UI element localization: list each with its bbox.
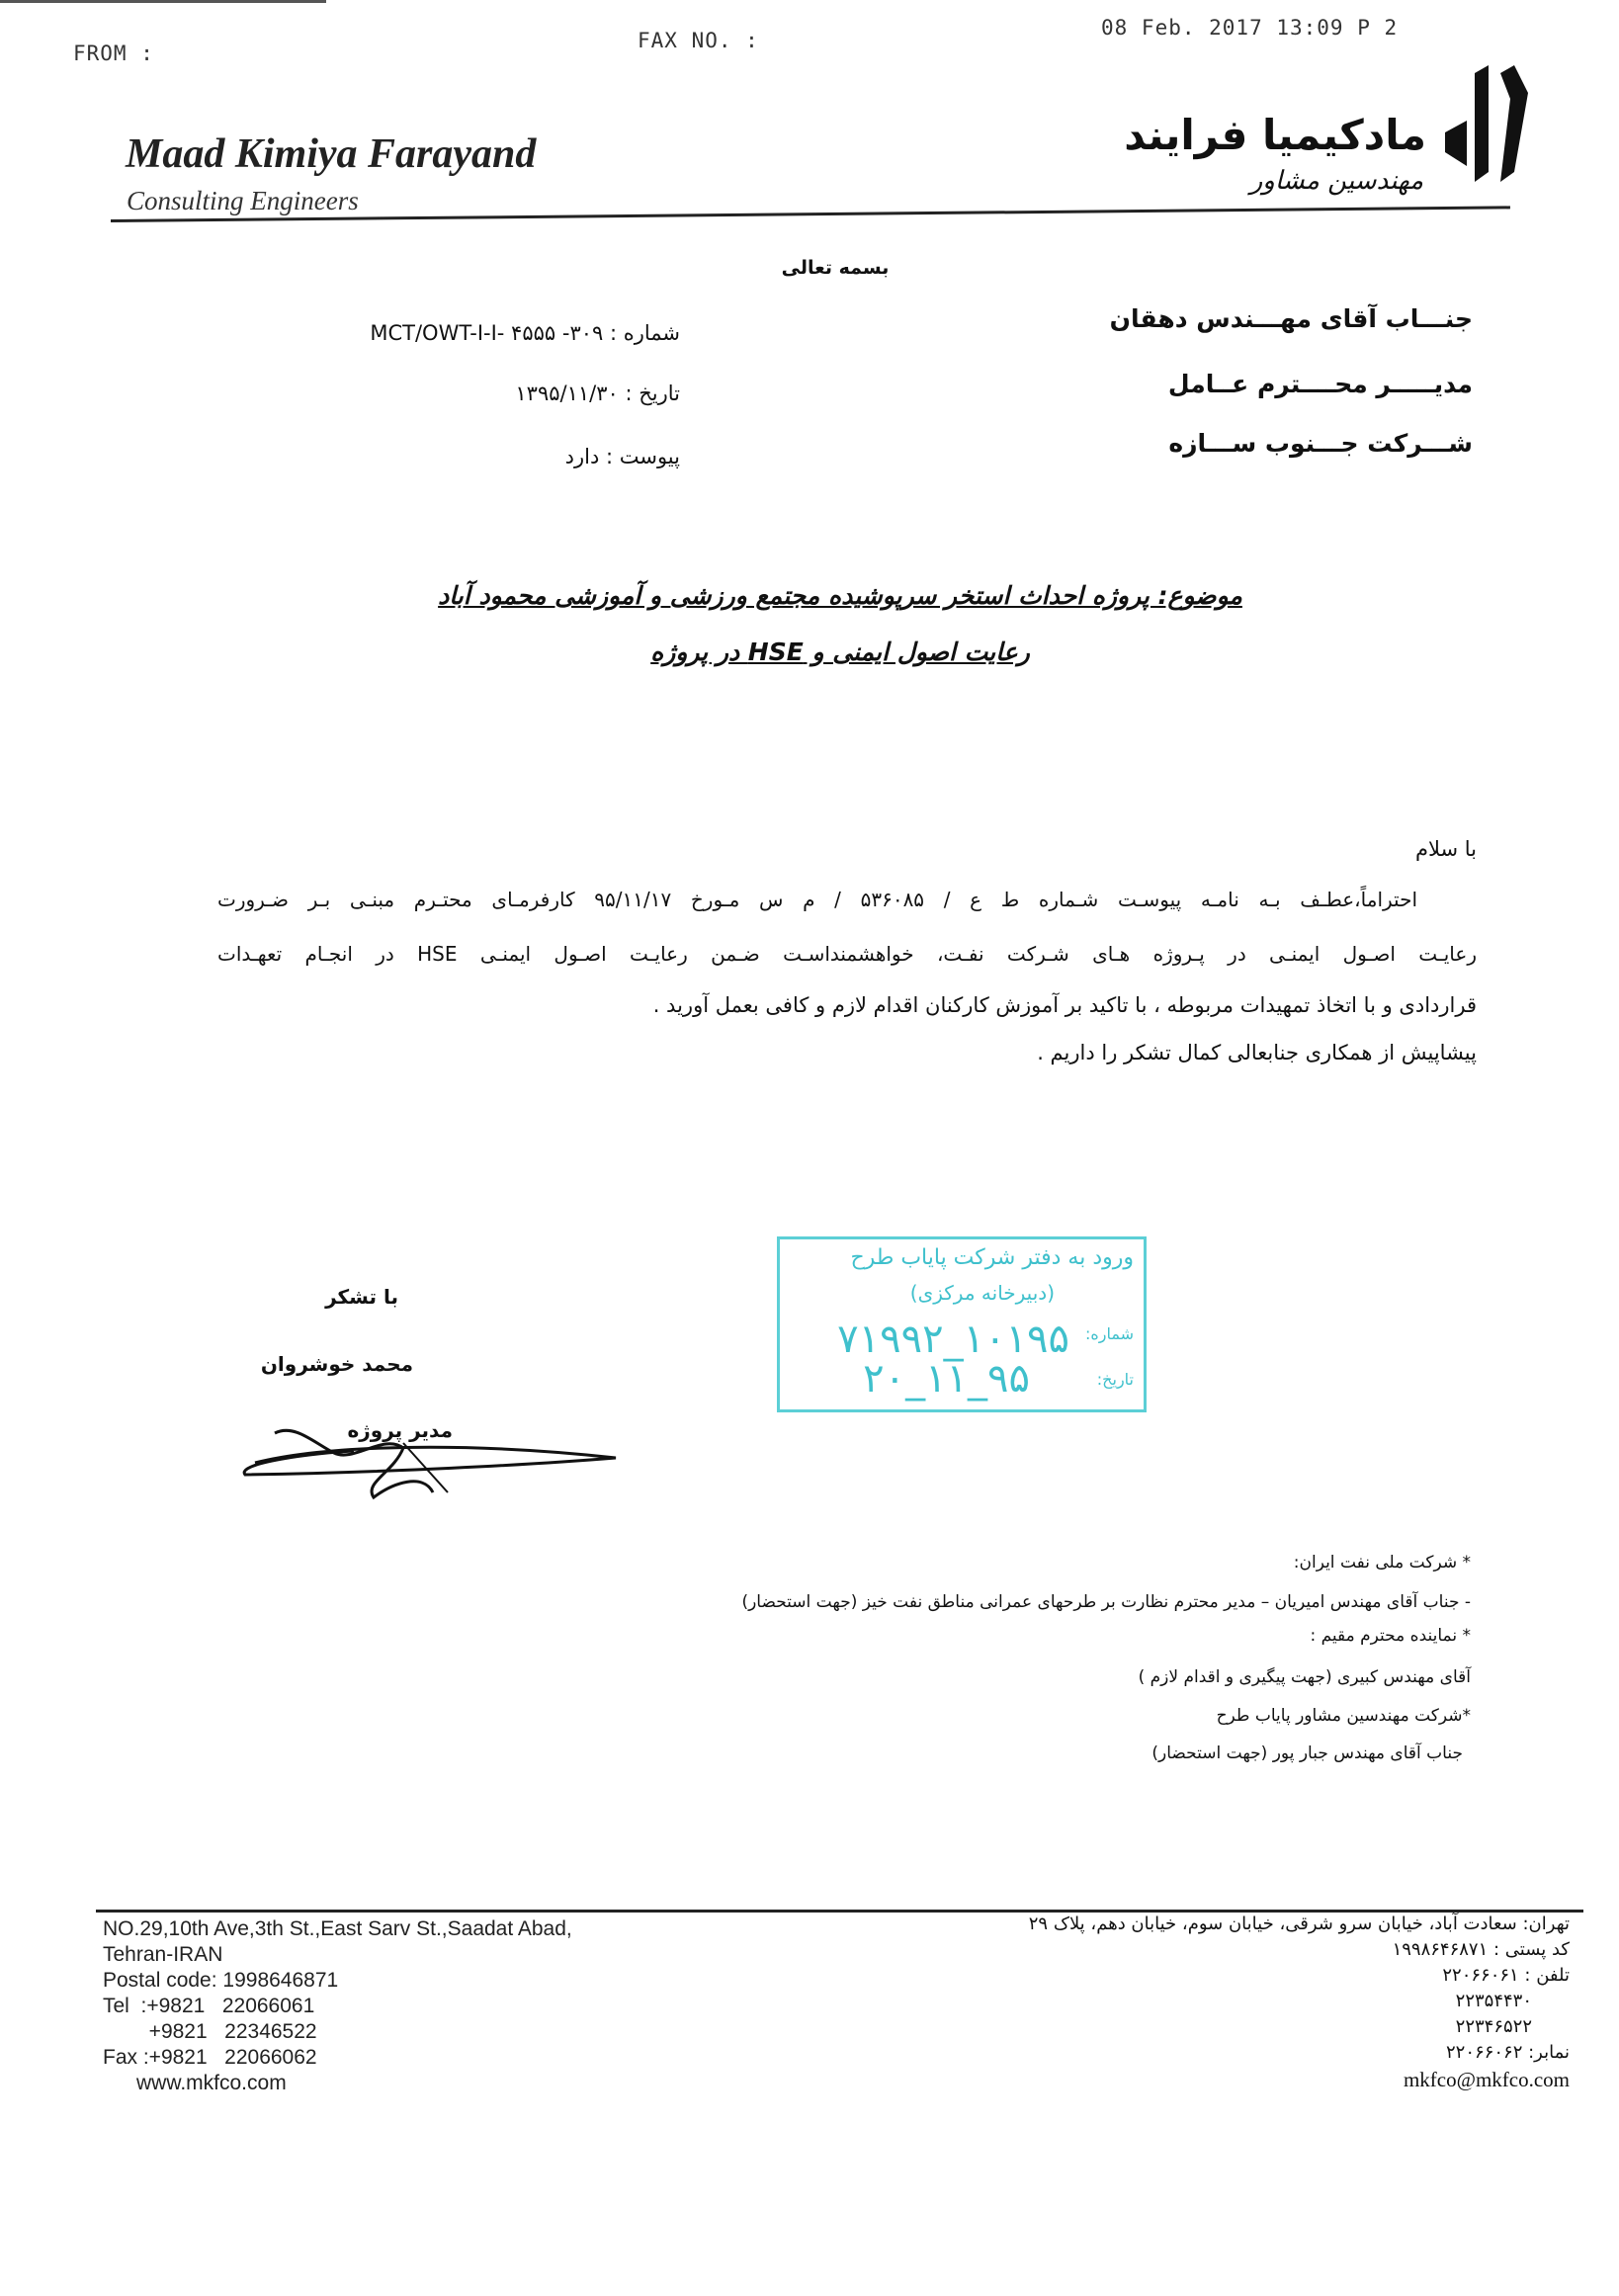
stamp-subtitle: (دبیرخانه مرکزی) bbox=[909, 1281, 1055, 1305]
letter-number: شماره : ۳۰۹- MCT/OWT-I-I- ۴۵۵۵ bbox=[370, 321, 680, 345]
footer-fax-en: Fax :+9821 22066062 bbox=[103, 2046, 317, 2069]
footer-city-en: Tehran-IRAN bbox=[103, 1943, 223, 1966]
recipient-line-1: جنـــاب آقای مهـــندس دهقان bbox=[1109, 304, 1473, 333]
footer-fax-fa: نمابر: ۲۲۰۶۶۰۶۲ bbox=[1446, 2042, 1570, 2063]
footer-divider bbox=[96, 1910, 1583, 1913]
company-subtitle-fa: مهندسین مشاور bbox=[1249, 166, 1423, 196]
cc-line: * شرکت ملی نفت ایران: bbox=[1293, 1553, 1471, 1573]
stamp-title: ورود به دفتر شرکت پایاب طرح bbox=[850, 1245, 1134, 1270]
footer-tel-fa-2: ۲۲۳۵۴۴۳۰ bbox=[1455, 1991, 1532, 2011]
cc-line: - جناب آقای مهندس امیریان – مدیر محترم نظارت بر طرحهای عمرانی مناطق نفت خیز (جهت استحضار) bbox=[741, 1592, 1471, 1612]
invocation: بسمه تعالی bbox=[781, 257, 890, 279]
stamp-date: ۹۵_۱۱_۲۰ bbox=[863, 1356, 1030, 1402]
fax-number: FAX NO. : bbox=[638, 29, 759, 52]
received-stamp bbox=[777, 1236, 1147, 1412]
recipient-line-3: شـــرکت جـــنوب ســـازه bbox=[1168, 429, 1473, 458]
company-name-en: Maad Kimiya Farayand bbox=[126, 131, 537, 177]
body-line-3: قراردادی و با اتخاذ تمهیدات مربوطه ، با تاکید بر آموزش کارکنان اقدام لازم و کافی بعمل آورید . bbox=[652, 993, 1477, 1017]
signature-closing: با تشکر bbox=[325, 1285, 398, 1309]
cc-line: جناب آقای مهندس جبار پور (جهت استحضار) bbox=[1151, 1743, 1463, 1763]
footer-email[interactable]: mkfco@mkfco.com bbox=[1403, 2068, 1570, 2091]
greeting: با سلام bbox=[1414, 837, 1477, 861]
recipient-line-2: مدیـــــر محــــترم عــامل bbox=[1167, 370, 1473, 398]
footer-postal-fa: کد پستی : ۱۹۹۸۶۴۶۸۷۱ bbox=[1392, 1939, 1570, 1960]
company-name-fa: مادکیمیا فرایند bbox=[1124, 111, 1426, 159]
stamp-date-label: تاریخ: bbox=[1096, 1370, 1134, 1389]
fax-from: FROM : bbox=[73, 42, 154, 65]
footer-tel-fa-3: ۲۲۳۴۶۵۲۲ bbox=[1455, 2016, 1532, 2037]
signatory-title: مدیر پروژه bbox=[347, 1418, 453, 1442]
fax-datetime: 08 Feb. 2017 13:09 P 2 bbox=[1101, 16, 1399, 40]
stamp-number-label: شماره: bbox=[1084, 1324, 1134, 1343]
footer-tel-fa: تلفن : ۲۲۰۶۶۰۶۱ bbox=[1442, 1965, 1570, 1986]
stamp-number: ۱۰۱۹۵_۷۱۹۹۲ bbox=[837, 1317, 1069, 1362]
footer-postal-en: Postal code: 1998646871 bbox=[103, 1969, 339, 1992]
body-line-4: پیشاپیش از همکاری جنابعالی کمال تشکر را داریم . bbox=[1037, 1041, 1477, 1064]
subject-line-2: رعایت اصول ایمنی و HSE در پروژه bbox=[650, 638, 1030, 666]
footer-tel-2: +9821 22346522 bbox=[103, 2020, 317, 2043]
scan-edge-line bbox=[0, 0, 326, 3]
letter-attachment: پیوست : دارد bbox=[564, 445, 680, 468]
cc-line: *شرکت مهندسین مشاور پایاب طرح bbox=[1216, 1706, 1471, 1726]
subject-line-1: موضوع: پروژه احداث استخر سرپوشیده مجتمع ورزشی و آموزشی محمود آباد bbox=[438, 581, 1242, 610]
handwritten-signature-icon bbox=[235, 1403, 631, 1522]
cc-line: آقای مهندس کبیری (جهت پیگیری و اقدام لازم ) bbox=[1138, 1667, 1471, 1687]
company-logo-icon bbox=[1445, 63, 1528, 186]
body-line-1: احتراماً،عطـف بـه نامـه پیوسـت شـماره ط ع / ۵۳۶۰۸۵ / م س مـورخ ۹۵/۱۱/۱۷ کارفرمـای محتـرم مبنـی بـر ضـرورت bbox=[217, 888, 1417, 911]
signatory-name: محمد خوشروان bbox=[260, 1352, 413, 1376]
body-line-2: رعایـت اصـول ایمنـی در پـروژه هـای شـرکت نفـت، خواهشمنداسـت ضـمن رعایـت اصـول ایمنـی HSE در انجـام تعهـدات bbox=[217, 942, 1477, 966]
company-subtitle-en: Consulting Engineers bbox=[127, 186, 359, 215]
footer-tel-1: Tel :+9821 22066061 bbox=[103, 1995, 315, 2017]
footer-address-fa: تهران: سعادت آباد، خیابان سرو شرقی، خیابان سوم، خیابان دهم، پلاک ۲۹ bbox=[1028, 1913, 1570, 1934]
letter-date: تاریخ : ۱۳۹۵/۱۱/۳۰ bbox=[515, 382, 680, 405]
footer-address-en: NO.29,10th Ave,3th St.,East Sarv St.,Saadat Abad, bbox=[103, 1917, 572, 1940]
cc-line: * نماینده محترم مقیم : bbox=[1310, 1626, 1471, 1646]
footer-website[interactable]: www.mkfco.com bbox=[136, 2072, 287, 2094]
